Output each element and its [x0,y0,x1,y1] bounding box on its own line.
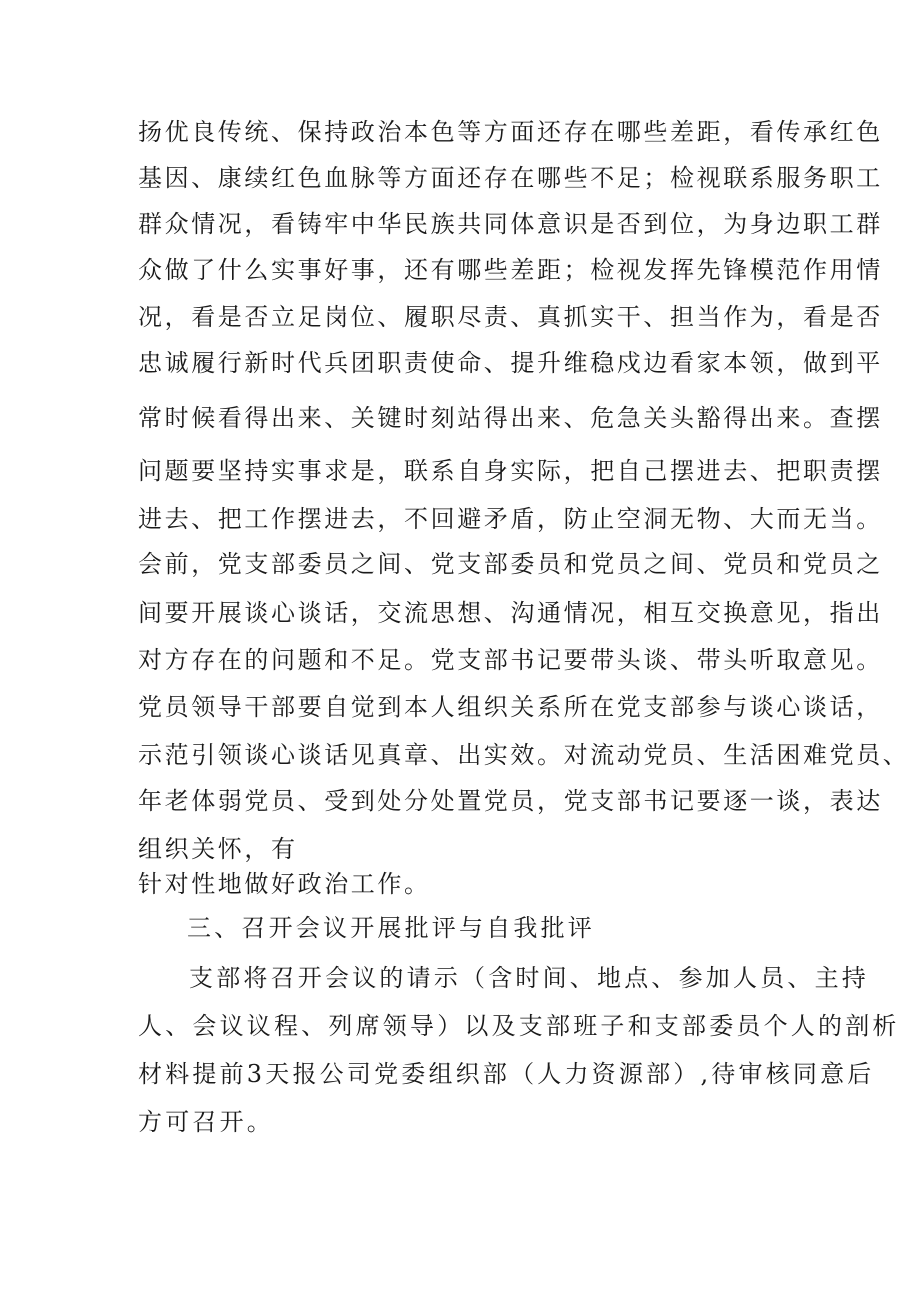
text-line: 问题要坚持实事求是，联系自身实际，把自己摆进去、把职责摆 [138,457,883,485]
text-line: 示范引领谈心谈话见真章、出实效。对流动党员、生活困难党员、 [138,741,910,769]
text-line: 材料提前3天报公司党委组织部（人力资源部）,待审核同意后 [138,1060,875,1088]
text-line: 忠诚履行新时代兵团职责使命、提升维稳戍边看家本领，做到平 [138,349,883,377]
text-line: 会前，党支部委员之间、党支部委员和党员之间、党员和党员之 [138,550,883,578]
text-line: 基因、康续红色血脉等方面还存在哪些不足；检视联系服务职工 [138,164,883,192]
text-line: 党员领导干部要自觉到本人组织关系所在党支部参与谈心谈话， [138,693,883,721]
text-line: 群众情况，看铸牢中华民族共同体意识是否到位，为身边职工群 [138,210,883,238]
text-line: 对方存在的问题和不足。党支部书记要带头谈、带头听取意见。 [138,646,883,674]
text-line: 况，看是否立足岗位、履职尽责、真抓实干、担当作为，看是否 [138,303,883,331]
text-line: 针对性地做好政治工作。 [138,870,431,898]
section-heading: 三、召开会议开展批评与自我批评 [187,914,595,942]
text-line: 支部将召开会议的请示（含时间、地点、参加人员、主持 [189,964,869,992]
text-line: 进去、把工作摆进去，不回避矛盾，防止空洞无物、大而无当。 [138,505,883,533]
text-line: 常时候看得出来、关键时刻站得出来、危急关头豁得出来。查摆 [138,404,883,432]
text-line: 扬优良传统、保持政治本色等方面还存在哪些差距，看传承红色 [138,118,883,146]
text-line: 组织关怀，有 [138,835,298,863]
text-line: 年老体弱党员、受到处分处置党员，党支部书记要逐一谈，表达 [138,787,883,815]
text-line: 间要开展谈心谈话，交流思想、沟通情况，相互交换意见，指出 [138,599,883,627]
text-line: 方可召开。 [138,1108,274,1136]
text-line: 众做了什么实事好事，还有哪些差距；检视发挥先锋模范作用情 [138,256,883,284]
text-line: 人、会议议程、列席领导）以及支部班子和支部委员个人的剖析 [138,1012,900,1040]
